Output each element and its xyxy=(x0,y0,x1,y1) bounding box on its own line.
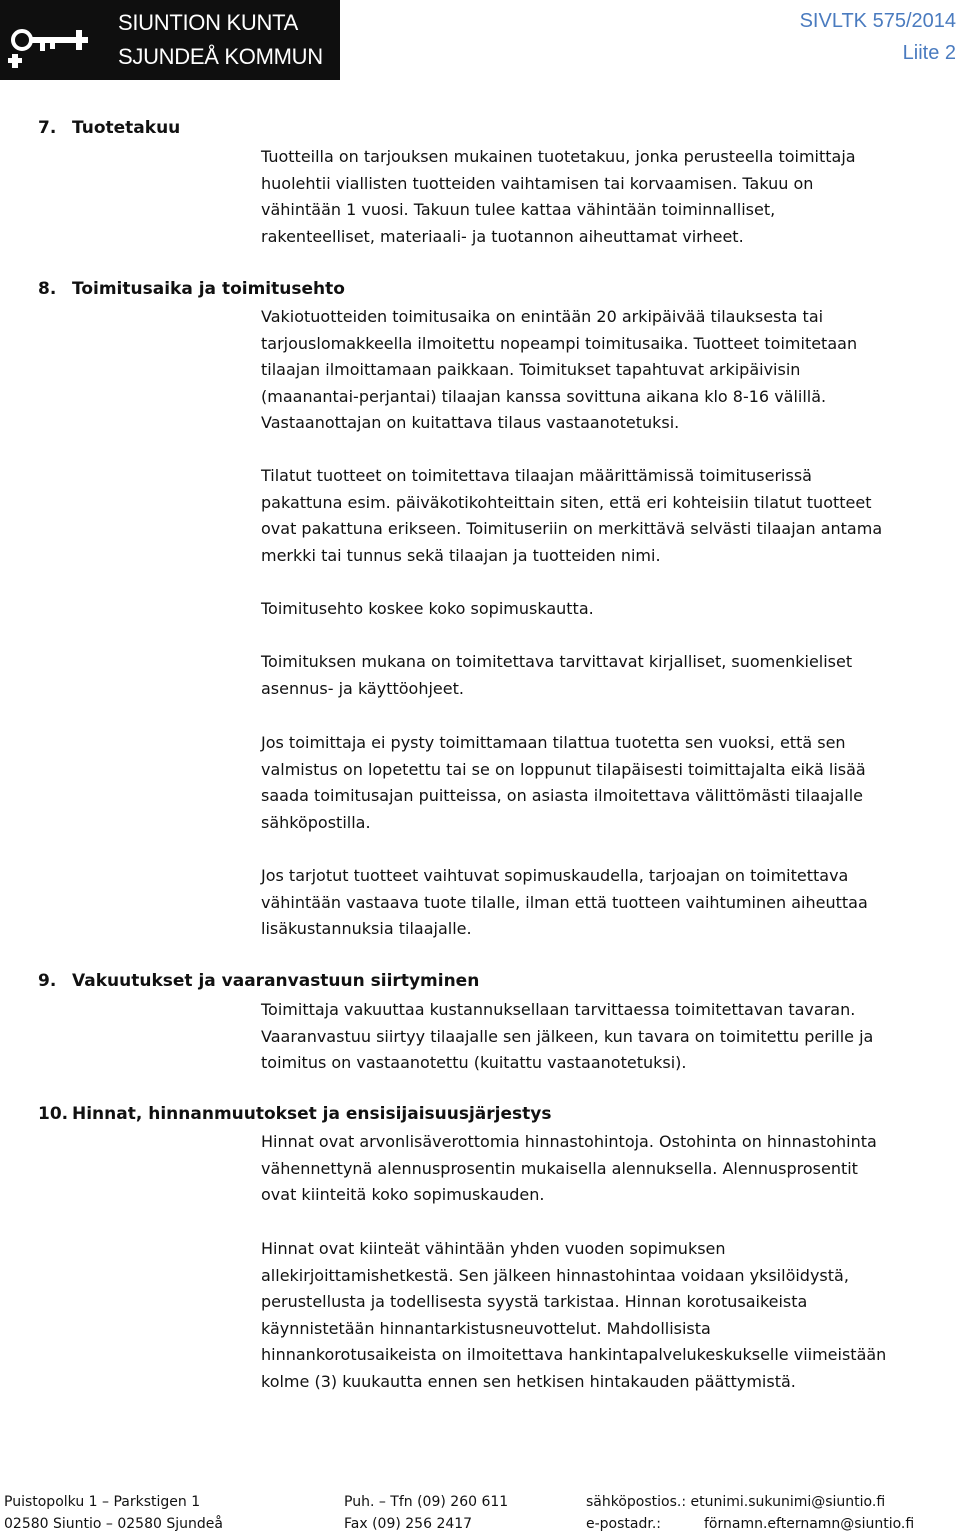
section-heading-9 xyxy=(38,971,479,991)
paragraph xyxy=(261,1236,956,1395)
text-line: ovat kiinteitä koko sopimuskauden. xyxy=(261,1185,545,1204)
text-line: merkki tai tunnus sekä tilaajan ja tuotteiden nimi. xyxy=(261,545,661,565)
text-line: tarjouslomakkeella ilmoitettu nopeampi toimitusaika. Tuotteet toimitetaan xyxy=(261,333,858,353)
section-title: Toimitusaika ja toimitusehto xyxy=(72,279,345,299)
text-line: Jos tarjotut tuotteet vaihtuvat sopimuskaudella, tarjoajan on toimitettava xyxy=(261,866,849,885)
text-line: vähintään 1 vuosi. Takuun tulee kattaa vähintään toiminnalliset, xyxy=(261,200,776,219)
text-line: huolehtii viallisten tuotteiden vaihtamisen tai korvaamisen. Takuu on xyxy=(261,173,814,193)
section-title: Tuotetakuu xyxy=(72,118,181,138)
text-line: Vastaanottajan on kuitattava tilaus vastaanotetuksi. xyxy=(261,413,680,432)
paragraph xyxy=(261,649,956,702)
paragraph xyxy=(261,144,956,250)
paragraph xyxy=(261,997,956,1077)
text-line: rakenteelliset, materiaali- ja tuotannon aiheuttamat virheet. xyxy=(261,226,744,246)
text-line: ovat pakattuna erikseen. Toimituseriin on merkittävä selvästi tilaajan antama xyxy=(261,519,883,538)
text-line: vähintään vastaava tuote tilalle, ilman että tuotteen vaihtuminen aiheuttaa xyxy=(261,892,868,912)
text-line: Jos toimittaja ei pysty toimittamaan tilattua tuotetta sen vuoksi, että sen xyxy=(261,733,846,752)
text-line: sähköpostilla. xyxy=(261,812,371,832)
section-number: 10. xyxy=(38,1104,69,1124)
paragraph xyxy=(261,863,956,943)
text-line: Vakiotuotteiden toimitusaika on enintään 20 arkipäivää tilauksesta tai xyxy=(261,307,824,326)
section-heading-8 xyxy=(38,279,345,299)
text-line: pakattuna esim. päiväkotikohteittain siten, että eri kohteisiin tilatut tuotteet xyxy=(261,492,872,512)
text-line: Toimitusehto koskee koko sopimuskautta. xyxy=(261,599,594,618)
text-line: Tilatut tuotteet on toimitettava tilaajan määrittämissä toimituserissä xyxy=(261,466,812,485)
text-line: valmistus on lopetettu tai se on loppunut tilapäisesti toimittajalta eikä lisää xyxy=(261,759,866,779)
text-line: Hinnat ovat kiinteät vähintään yhden vuoden sopimuksen xyxy=(261,1239,726,1258)
section-heading-7 xyxy=(38,118,180,138)
footer-phone: Puh. – Tfn (09) 260 611 xyxy=(344,1494,509,1510)
text-line: käynnistetään hinnantarkistusneuvottelut. Mahdollisista xyxy=(261,1318,711,1338)
footer-email-swedish-label: e-postadr.: xyxy=(586,1516,662,1532)
text-line: lisäkustannuksia tilaajalle. xyxy=(261,919,472,938)
text-line: Tuotteilla on tarjouksen mukainen tuotetakuu, jonka perusteella toimittaja xyxy=(261,147,856,166)
paragraph xyxy=(261,304,956,437)
section-number: 9. xyxy=(38,971,57,991)
section-title: Hinnat, hinnanmuutokset ja ensisijaisuusjärjestys xyxy=(72,1104,552,1124)
text-line: saada toimitusajan puitteissa, on asiasta ilmoitettava välittömästi tilaajalle xyxy=(261,786,864,805)
footer-email-swedish-value: förnamn.efternamn@siuntio.fi xyxy=(704,1516,915,1532)
text-line: Vaaranvastuu siirtyy tilaajalle sen jälkeen, kun tavara on toimitettu perille ja xyxy=(261,1026,874,1046)
paragraph xyxy=(261,596,956,623)
footer-address-line1: Puistopolku 1 – Parkstigen 1 xyxy=(4,1494,201,1510)
text-line: kolme (3) kuukautta ennen sen hetkisen hintakauden päättymistä. xyxy=(261,1371,796,1391)
municipality-logo xyxy=(0,0,100,80)
org-name-swedish: SJUNDEÅ KOMMUN xyxy=(118,44,323,69)
paragraph xyxy=(261,1129,956,1209)
paragraph xyxy=(261,463,956,569)
text-line: asennus- ja käyttöohjeet. xyxy=(261,678,464,698)
organization-name-box xyxy=(100,0,340,80)
key-cross-emblem-icon xyxy=(0,0,100,80)
text-line: toimitus on vastaanotettu (kuitattu vastaanotetuksi). xyxy=(261,1053,687,1072)
text-line: Toimituksen mukana on toimitettava tarvittavat kirjalliset, suomenkieliset xyxy=(261,652,853,671)
section-number: 7. xyxy=(38,118,57,138)
section-number: 8. xyxy=(38,279,57,299)
section-title: Vakuutukset ja vaaranvastuun siirtyminen xyxy=(72,971,480,991)
text-line: Toimittaja vakuuttaa kustannuksellaan tarvittaessa toimitettavan tavaran. xyxy=(261,1000,856,1019)
text-line: Hinnat ovat arvonlisäverottomia hinnastohintoja. Ostohinta on hinnastohinta xyxy=(261,1132,877,1151)
org-name-finnish: SIUNTION KUNTA xyxy=(118,10,298,35)
text-line: tilaajan ilmoittamaan paikkaan. Toimitukset tapahtuvat arkipäivisin xyxy=(261,360,801,379)
text-line: allekirjoittamishetkestä. Sen jälkeen hinnastohintaa voidaan yksilöidystä, xyxy=(261,1265,849,1285)
text-line: (maanantai-perjantai) tilaajan kanssa sovittuna aikana klo 8-16 välillä. xyxy=(261,386,827,406)
text-line: vähennettynä alennusprosentin mukaisella alennuksella. Alennusprosentit xyxy=(261,1158,858,1178)
document-reference: SIVLTK 575/2014 xyxy=(799,10,956,32)
footer-email-finnish: sähköpostios.: etunimi.sukunimi@siuntio.fi xyxy=(586,1494,886,1510)
text-line: perustellusta ja todellisesta syystä tarkistaa. Hinnan korotusaikeista xyxy=(261,1292,808,1311)
footer-fax: Fax (09) 256 2417 xyxy=(344,1516,473,1532)
text-line: hinnankorotusaikeista on ilmoitettava hankintapalvelukeskukselle viimeistään xyxy=(261,1345,887,1364)
footer-address-line2: 02580 Siuntio – 02580 Sjundeå xyxy=(4,1516,223,1532)
attachment-label: Liite 2 xyxy=(902,42,956,64)
section-heading-10 xyxy=(38,1104,551,1124)
paragraph xyxy=(261,730,956,836)
